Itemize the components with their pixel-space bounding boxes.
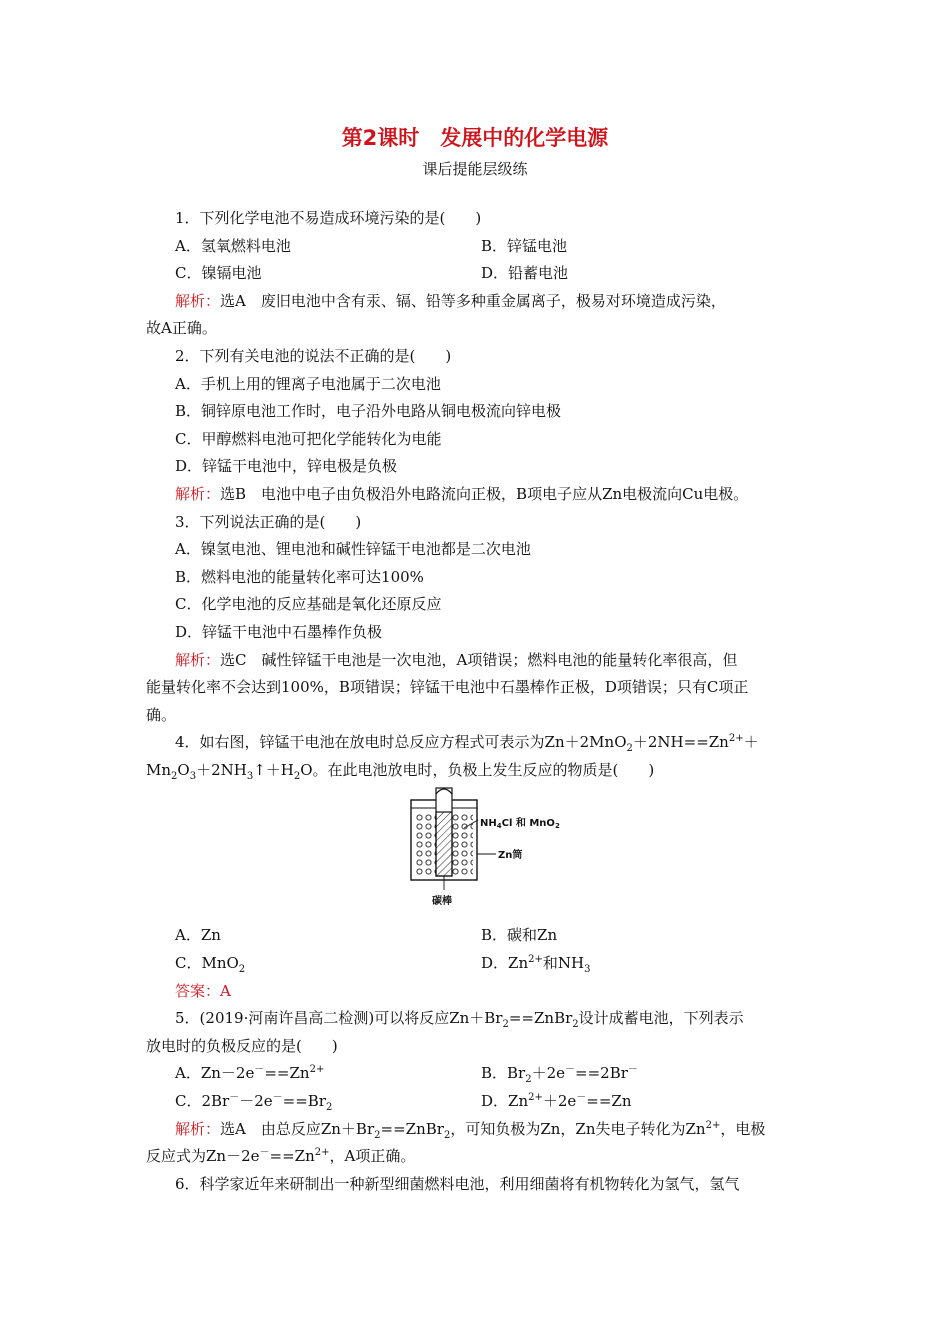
superscript: 2+ [728, 733, 744, 745]
subscript: 2 [325, 1102, 333, 1114]
q1-option-d: D．铅蓄电池 [481, 264, 569, 283]
superscript: － [565, 1064, 576, 1076]
subscript: 2 [238, 964, 246, 976]
q1-explanation-cont: 故A正确。 [146, 319, 217, 338]
q3-explanation [146, 647, 811, 675]
q2-stem: 2．下列有关电池的说法不正确的是( ) [175, 346, 452, 365]
q4-option-d-text: D．Zn [481, 954, 529, 973]
subscript: 3 [189, 770, 197, 782]
q5-explanation-text: 选A 由总反应Zn＋Br [220, 1119, 375, 1138]
q5-option-d-text: ==Zn [586, 1092, 632, 1111]
q4-answer: 答案：A [175, 981, 231, 1000]
q1-explanation-text: 选A 废旧电池中含有汞、镉、铅等多种重金属离子，极易对环境造成污染， [220, 291, 726, 310]
q1-option-a: A．氢氧燃料电池 [175, 236, 291, 255]
q4-option-a: A．Zn [175, 926, 221, 945]
q5-explanation-text: 反应式为Zn－2e [146, 1147, 260, 1166]
q3-stem: 3．下列说法正确的是( ) [175, 512, 362, 531]
battery-figure [146, 784, 811, 922]
subscript: 2 [525, 1074, 532, 1086]
subscript: 3 [584, 964, 591, 976]
q4-options-ab [146, 922, 811, 950]
q6-stem: 6．科学家近年来研制出一种新型细菌燃料电池，利用细菌将有机物转化为氢气，氢气 [175, 1174, 740, 1193]
q5-explanation-text: ==Zn [269, 1147, 315, 1166]
q3-option-a: A．镍氢电池、锂电池和碱性锌锰干电池都是二次电池 [175, 540, 531, 559]
q5-options-cd [146, 1088, 811, 1116]
q1-option-c: C．镍镉电池 [175, 264, 262, 283]
q5-explanation-text: ，电极 [720, 1119, 766, 1138]
q5-explanation [146, 1116, 811, 1144]
q3-explanation-text: 选C 碱性锌锰干电池是一次电池，A项错误；燃料电池的能量转化率很高，但 [220, 650, 738, 669]
q2-option-d: D．锌锰干电池中，锌电极是负极 [175, 457, 398, 476]
q4-stem-text: 4．如右图，锌锰干电池在放电时总反应方程式可表示为Zn＋2MnO [175, 733, 627, 752]
q5-option-c [175, 1088, 481, 1116]
q5-explanation-text: ，可知负极为Zn，Zn失电子转化为Zn [450, 1119, 706, 1138]
superscript: 2+ [314, 1147, 330, 1159]
label-carbon-rod: 碳棒 [432, 896, 452, 908]
q3-explanation-cont1: 能量转化率不会达到100%，B项错误；锌锰干电池中石墨棒作正极，D项错误；只有C项正 [146, 678, 749, 697]
q2-option-b: B．铜锌原电池工作时，电子沿外电路从铜电极流向锌电极 [175, 402, 562, 421]
q5-stem-line1 [146, 1005, 811, 1033]
q4-option-d [481, 950, 590, 978]
q5-option-b-text: ==2Br [575, 1064, 628, 1083]
subscript: 2 [572, 1019, 579, 1031]
q2-explanation-text: 选B 电池中电子由负极沿外电路流向正极，B项电子应从Zn电极流向Cu电极。 [220, 484, 749, 503]
document-body [146, 205, 811, 1198]
subscript: 2 [502, 1019, 509, 1031]
q3-explanation-cont2: 确。 [146, 705, 177, 724]
q5-explanation-label: 解析： [175, 1119, 221, 1138]
superscript: － [576, 1092, 587, 1104]
subscript: 2 [171, 770, 178, 782]
superscript: 2+ [528, 1092, 543, 1104]
label-nh4cl-mno2: $NH_4Cl$ 和 MnO$_2$ [480, 818, 560, 831]
q1-stem: 1．下列化学电池不易造成环境污染的是( ) [175, 209, 482, 227]
q3-option-b: B．燃料电池的能量转化率可达100% [175, 567, 424, 586]
q4-stem-text: ＋2NH [196, 760, 247, 779]
q2-option-c: C．甲醇燃料电池可把化学能转化为电能 [175, 429, 442, 448]
q4-options-cd [146, 950, 811, 978]
q4-stem-text: ＋ [743, 733, 759, 752]
superscript: 2+ [705, 1119, 721, 1131]
q1-options-ab [146, 233, 811, 261]
subscript: 3 [246, 770, 254, 782]
q5-option-a [175, 1060, 481, 1088]
q1-explanation [146, 288, 811, 316]
q5-explanation-text: ，A项正确。 [329, 1147, 416, 1166]
q4-stem-text: ＋2NH==Zn [632, 733, 729, 752]
q5-option-d-text: ＋2e [542, 1092, 577, 1111]
q5-stem-text: 5．(2019·河南许昌高二检测)可以将反应Zn＋Br [175, 1009, 503, 1028]
q1-explanation-label: 解析： [175, 291, 221, 310]
q1-option-b: B．锌锰电池 [481, 236, 568, 255]
subscript: 2 [626, 743, 633, 755]
superscript: 2+ [528, 954, 543, 966]
q4-stem-text: ↑＋H [253, 760, 294, 779]
superscript: － [627, 1064, 638, 1076]
q5-options-ab [146, 1060, 811, 1088]
q2-explanation [146, 481, 811, 509]
q5-stem-line2: 放电时的负极反应的是( ) [146, 1036, 338, 1055]
q5-explanation-text: ==ZnBr [380, 1119, 444, 1138]
q5-stem-text: ==ZnBr [508, 1009, 573, 1028]
q4-stem-text: O。在此电池放电时，负极上发生反应的物质是( ) [300, 760, 655, 779]
page-title: 第2课时 发展中的化学电源 [341, 126, 609, 150]
dry-cell-diagram [406, 786, 606, 920]
q5-option-c-text: C．2Br [175, 1092, 230, 1111]
q4-option-d-text: 和NH [542, 954, 585, 973]
q4-stem-text: Mn [146, 760, 172, 779]
q2-explanation-label: 解析： [175, 484, 221, 503]
q2-option-a: A．手机上用的锂离子电池属于二次电池 [175, 374, 441, 393]
q4-stem-line1 [146, 729, 811, 757]
q4-option-c [175, 950, 481, 978]
q4-stem-text: O [177, 760, 190, 779]
q1-options-cd [146, 260, 811, 288]
q5-option-b-text: ＋2e [531, 1064, 566, 1083]
q3-option-d: D．锌锰干电池中石墨棒作负极 [175, 622, 383, 641]
q5-explanation-cont [146, 1143, 811, 1171]
q5-option-a-text: ==Zn [264, 1064, 310, 1083]
q5-stem-text: 设计成蓄电池，下列表示 [578, 1009, 744, 1028]
q5-option-a-text: A．Zn－2e [175, 1064, 255, 1083]
q4-option-b: B．碳和Zn [481, 926, 558, 945]
superscript: － [229, 1092, 240, 1104]
superscript: 2+ [309, 1064, 325, 1076]
q3-explanation-label: 解析： [175, 650, 221, 669]
q4-option-c-text: C．MnO [175, 954, 239, 973]
subscript: 2 [374, 1129, 381, 1141]
q5-option-b [481, 1060, 638, 1088]
superscript: － [254, 1064, 265, 1076]
q5-option-c-text: ==Br [282, 1092, 326, 1111]
q5-option-b-text: B．Br [481, 1064, 526, 1083]
q3-option-c: C．化学电池的反应基础是氧化还原反应 [175, 595, 442, 614]
q5-option-d-text: D．Zn [481, 1092, 529, 1111]
subscript: 2 [443, 1129, 451, 1141]
page-subtitle: 课后提能层级练 [422, 160, 528, 178]
q4-stem-line2 [146, 757, 811, 785]
subscript: 2 [293, 770, 301, 782]
q5-option-d [481, 1088, 632, 1116]
label-zn-can: Zn筒 [498, 850, 523, 862]
superscript: － [259, 1147, 270, 1159]
superscript: － [272, 1092, 283, 1104]
q5-option-c-text: －2e [239, 1092, 273, 1111]
